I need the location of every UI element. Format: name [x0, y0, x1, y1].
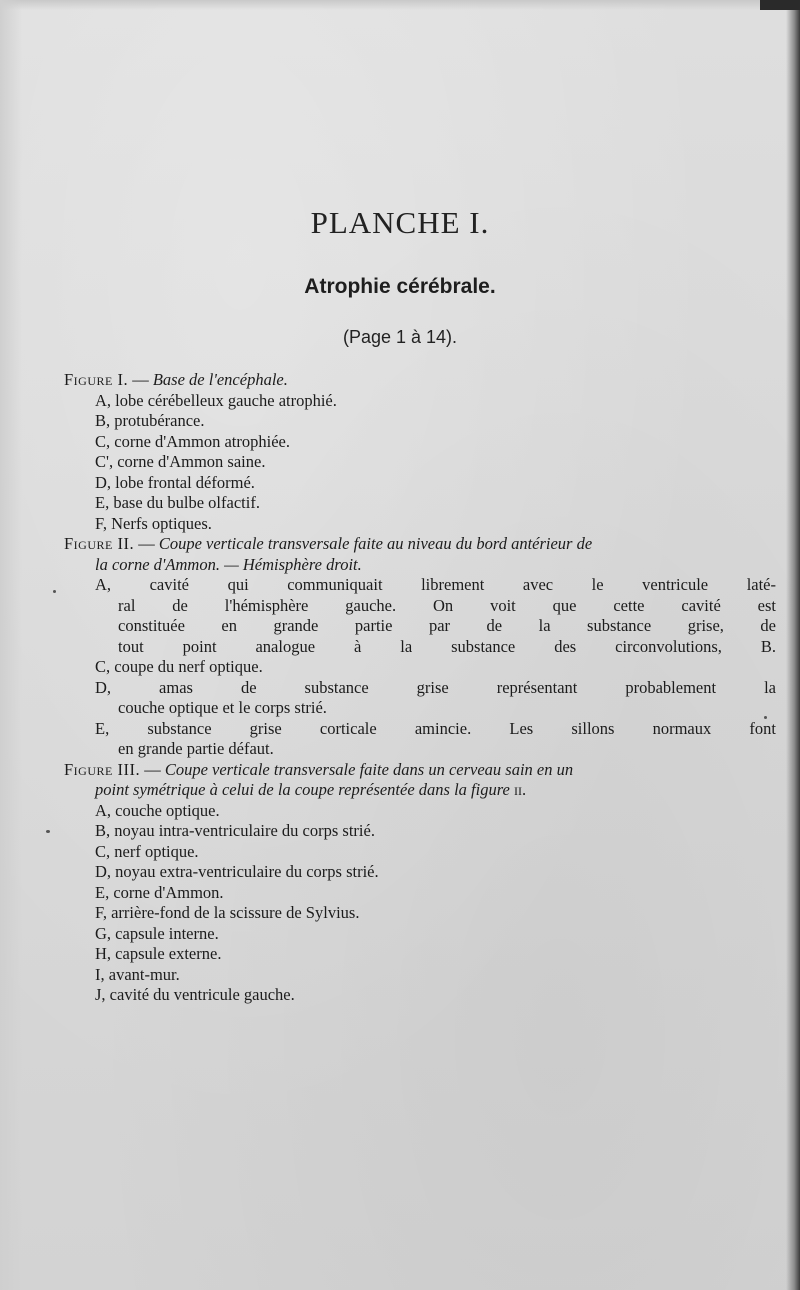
list-item: E, base du bulbe olfactif.	[95, 493, 260, 512]
figure-2-title-line-2: la corne d'Ammon. — Hémisphère droit.	[95, 554, 362, 574]
item-a-line-3: constituée en grande partie par de la substance grise, de	[118, 616, 776, 635]
list-item: C, corne d'Ammon atrophiée.	[95, 431, 290, 451]
figure-2-heading	[64, 534, 776, 555]
item-a-line-4: tout point analogue à la substance des circonvolutions, B.	[118, 636, 776, 656]
list-item: A, lobe cérébelleux gauche atrophié.	[95, 390, 337, 410]
item-d-line-2: couche optique et le corps strié.	[118, 698, 327, 717]
figure-3-legend	[64, 760, 776, 1006]
figure-3-title-line-2-text: point symétrique à celui de la coupe représentée dans la figure	[95, 780, 514, 799]
figure-3-title-ref: ii.	[513, 780, 527, 799]
list-item: C, nerf optique.	[95, 841, 199, 861]
page-top-shadow	[0, 0, 800, 10]
list-item	[95, 719, 776, 760]
figure-3-title-line-2	[64, 780, 776, 801]
list-item: E, corne d'Ammon.	[95, 882, 224, 902]
figure-2-label: Figure II.	[64, 534, 135, 553]
list-item: C', corne d'Ammon saine.	[95, 452, 266, 471]
paper-speck	[46, 830, 50, 833]
item-e-line-2: en grande partie défaut.	[118, 739, 274, 758]
figure-2-dash: —	[134, 534, 159, 553]
figure-1-items	[64, 391, 776, 535]
list-item	[95, 678, 776, 719]
paper-speck	[53, 590, 56, 593]
list-item: D, noyau extra-ventriculaire du corps strié.	[95, 862, 379, 881]
figure-1-heading	[64, 370, 776, 391]
list-item: B, noyau intra-ventriculaire du corps strié.	[95, 821, 375, 840]
list-item: F, arrière-fond de la scissure de Sylvius.	[95, 903, 360, 922]
list-item: D, lobe frontal déformé.	[95, 472, 255, 492]
figure-2-title-line-1: Coupe verticale transversale faite au niveau du bord antérieur de	[158, 534, 593, 553]
list-item: C, coupe du nerf optique.	[95, 657, 263, 676]
list-item	[95, 575, 776, 657]
figure-1-legend	[64, 370, 776, 534]
figure-2-legend	[64, 534, 776, 760]
list-item: G, capsule interne.	[95, 923, 219, 943]
item-a-line-1: A, cavité qui communiquait librement avec le ventricule laté-	[95, 575, 776, 594]
item-e-line-1: E, substance grise corticale amincie. Les sillons normaux font	[95, 718, 776, 738]
figure-1-dash: —	[128, 370, 153, 389]
page-reference: (Page 1 à 14).	[342, 327, 458, 347]
plate-subject: Atrophie cérébrale.	[304, 275, 496, 298]
page-binding-edge	[786, 0, 800, 1290]
item-d-line-1: D, amas de substance grise représentant probablement la	[95, 677, 776, 697]
list-item: J, cavité du ventricule gauche.	[95, 985, 295, 1004]
item-a-line-2: ral de l'hémisphère gauche. On voit que cette cavité est	[118, 595, 776, 615]
figure-3-label: Figure III.	[64, 759, 141, 779]
figure-3-heading	[64, 760, 776, 781]
page-corner-shadow	[760, 0, 800, 10]
page-left-shadow	[0, 0, 22, 1290]
figure-3-items	[64, 801, 776, 1006]
figure-2-items	[64, 575, 776, 760]
figure-3-dash: —	[140, 759, 165, 779]
figure-legends	[64, 370, 776, 1006]
paper-speck	[764, 716, 767, 719]
list-item: I, avant-mur.	[95, 964, 180, 984]
list-item: B, protubérance.	[95, 411, 205, 430]
list-item: F, Nerfs optiques.	[95, 513, 212, 533]
figure-3-title-line-1: Coupe verticale transversale faite dans un cerveau sain en un	[164, 759, 574, 779]
list-item: H, capsule externe.	[95, 944, 222, 963]
figure-1-label: Figure I.	[64, 370, 129, 389]
list-item: A, couche optique.	[95, 800, 220, 820]
figure-1-title: Base de l'encéphale.	[152, 370, 288, 389]
plate-title: PLANCHE I.	[310, 205, 490, 240]
